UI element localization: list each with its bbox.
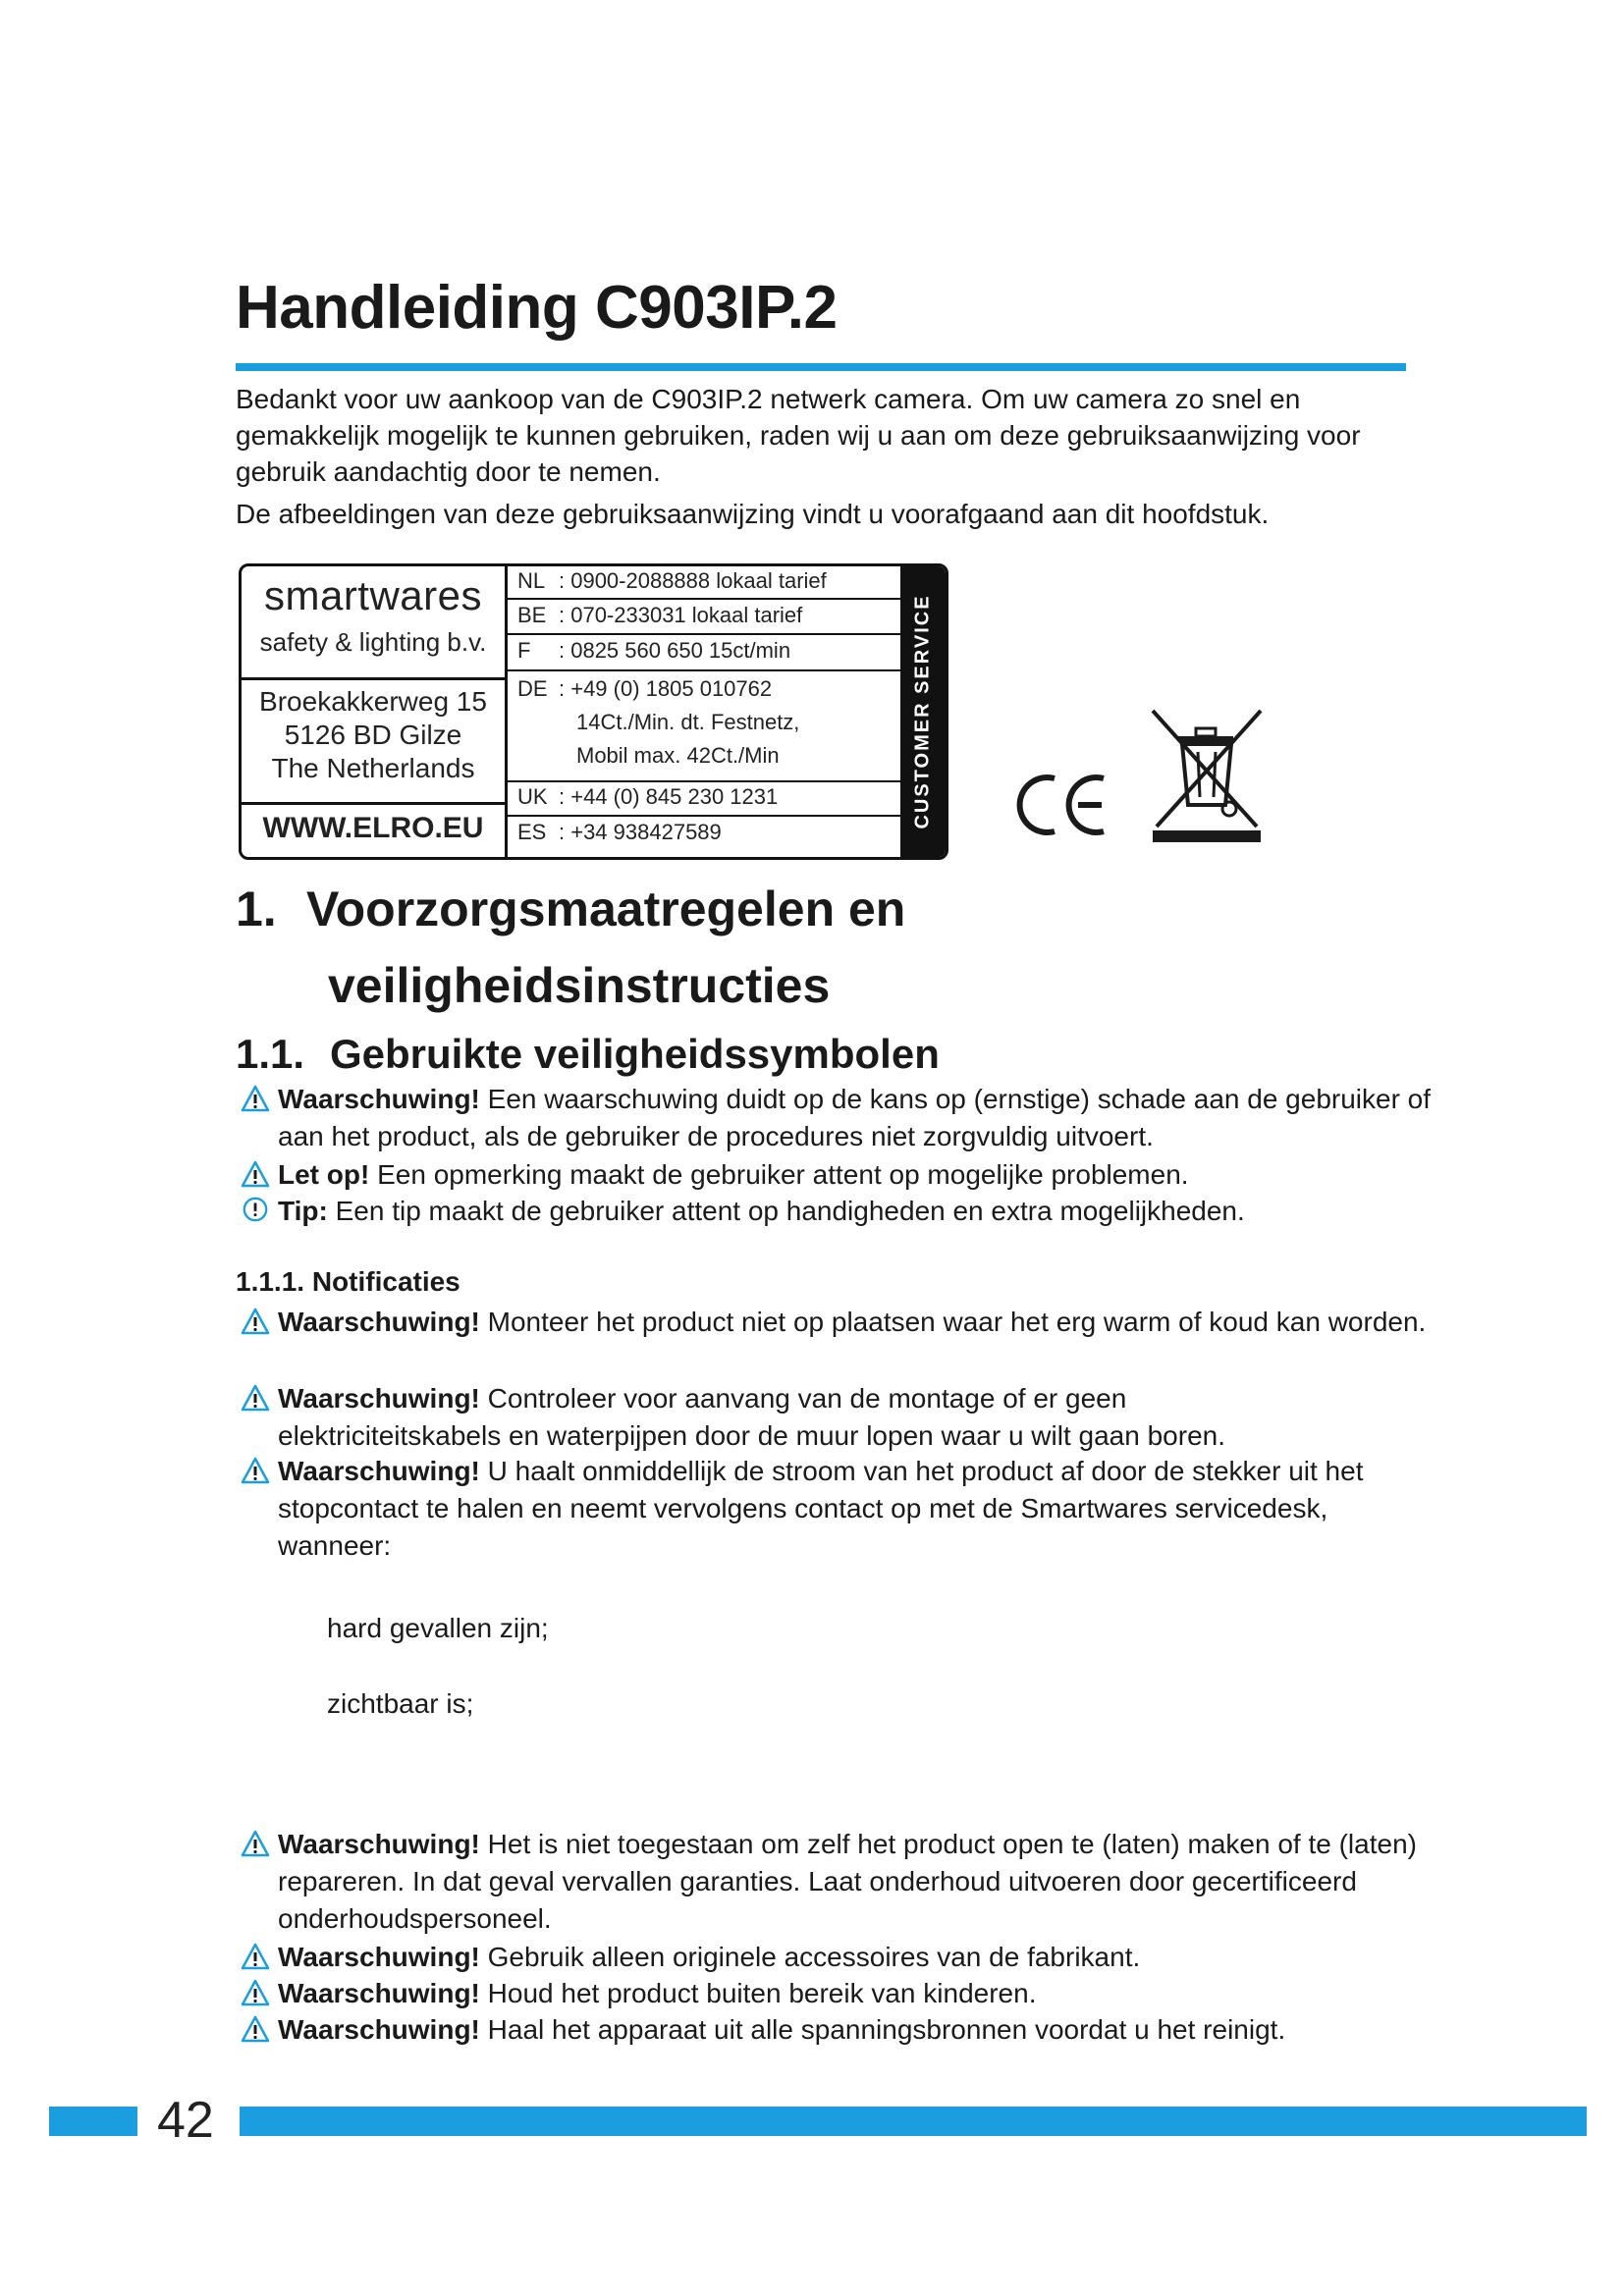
subsection-title: Gebruikte veiligheidssymbolen [330, 1031, 940, 1077]
warning-label: Waarschuwing! [278, 1829, 480, 1859]
intro-paragraph: Bedankt voor uw aankoop van de C903IP.2 netwerk camera. Om uw camera zo snel en gemakkelijk mogelijk te kunnen gebruiken, raden wij u aan om deze gebruiksaanwijzing voor gebruik aandachtig door te nemen. [236, 384, 1361, 487]
subsection-number: 1.1. [236, 1031, 305, 1077]
weee-crossed-bin-icon [1149, 707, 1265, 844]
section-title: Voorzorgsmaatregelen en [306, 881, 906, 936]
divider [508, 669, 900, 671]
divider [508, 815, 900, 817]
intro-paragraph-images: De afbeeldingen van deze gebruiksaanwijzing vindt u voorafgaand aan dit hoofdstuk. [236, 499, 1270, 529]
footer-bar-right [240, 2107, 1587, 2136]
warning-label: Waarschuwing! [278, 1084, 480, 1114]
note-item [239, 1156, 1456, 1194]
subsubsection-heading: 1.1.1. Notificaties [236, 1266, 460, 1297]
warning-text: Haal het apparaat uit alle spanningsbronnen voordat u het reinigt. [487, 2014, 1286, 2045]
phone-number: : 070-233031 lokaal tarief [559, 603, 803, 627]
divider [242, 802, 505, 805]
warning-item [239, 1975, 1456, 2012]
warning-item [239, 1081, 1456, 1155]
warning-text: Houd het product buiten bereik van kinderen. [487, 1978, 1037, 2008]
address-line: The Netherlands [271, 753, 475, 783]
phone-number: : +49 (0) 1805 010762 [559, 676, 773, 701]
phone-note: Mobil max. 42Ct./Min [576, 743, 780, 768]
divider [242, 677, 505, 680]
country-code: BE [517, 603, 547, 627]
phone-number: : 0825 560 650 15ct/min [559, 638, 791, 663]
country-code: F [517, 638, 531, 663]
warning-text: U haalt onmiddellijk de stroom van het product af door de stekker uit het stopcontact te halen en neemt vervolgens contact op met de Smartwares servicedesk, wanneer: [278, 1456, 1364, 1561]
list-item: zichtbaar is; [327, 1688, 474, 1719]
warning-text: Het is niet toegestaan om zelf het product open te (laten) maken of te (laten) repareren. In dat geval vervallen garanties. Laat onderhoud uitvoeren door gecertificeerd onderhoudspersoneel. [278, 1829, 1417, 1934]
ce-mark-icon [1011, 771, 1110, 839]
note-text: Een opmerking maakt de gebruiker attent op mogelijke problemen. [377, 1159, 1189, 1190]
phone-number: : 0900-2088888 lokaal tarief [559, 568, 827, 593]
website-url: WWW.ELRO.EU [262, 812, 484, 844]
warning-label: Waarschuwing! [278, 1942, 480, 1972]
warning-item [239, 1453, 1397, 1565]
warning-text: Een waarschuwing duidt op de kans op (ernstige) schade aan de gebruiker of aan het product, als de gebruiker de procedures niet zorgvuldig uitvoert. [278, 1084, 1432, 1151]
phone-list [508, 566, 900, 857]
warning-label: Waarschuwing! [278, 1456, 480, 1486]
warning-label: Waarschuwing! [278, 1307, 480, 1337]
customer-service-label [239, 563, 948, 860]
divider [508, 780, 900, 782]
address-line: 5126 BD Gilze [284, 720, 462, 750]
country-code: DE [517, 676, 548, 701]
warning-label: Waarschuwing! [278, 1978, 480, 2008]
note-label: Let op! [278, 1159, 370, 1190]
footer-bar-left [49, 2107, 137, 2136]
warning-item [239, 1826, 1417, 1938]
section-title-line2: veiligheidsinstructies [328, 958, 831, 1013]
company-column [242, 566, 508, 857]
country-code: UK [517, 784, 548, 809]
phone-number: : +44 (0) 845 230 1231 [559, 784, 779, 809]
warning-label: Waarschuwing! [278, 1383, 480, 1414]
tip-label: Tip: [278, 1196, 328, 1226]
phone-number: : +34 938427589 [559, 820, 722, 844]
divider [508, 598, 900, 600]
page-title: Handleiding C903IP.2 [236, 274, 838, 342]
warning-item [239, 1939, 1456, 1976]
brand-subtitle: safety & lighting b.v. [259, 627, 487, 657]
warning-text: Controleer voor aanvang van de montage of er geen elektriciteitskabels en waterpijpen door de muur lopen waar u wilt gaan boren. [278, 1383, 1225, 1451]
brand-name: smartwares [263, 572, 483, 618]
warning-item [239, 1380, 1260, 1455]
phone-note: 14Ct./Min. dt. Festnetz, [576, 710, 800, 734]
title-underline [236, 363, 1406, 371]
section-number: 1. [236, 881, 277, 936]
tip-item [239, 1193, 1456, 1230]
warning-text: Gebruik alleen originele accessoires van de fabrikant. [487, 1942, 1141, 1972]
country-code: ES [517, 820, 547, 844]
address-line: Broekakkerweg 15 [259, 686, 487, 717]
divider [508, 633, 900, 635]
country-code: NL [517, 568, 546, 593]
customer-service-text: CUSTOMER SERVICE [911, 594, 934, 829]
warning-item [239, 1304, 1456, 1341]
warning-item [239, 2011, 1456, 2049]
warning-text: Monteer het product niet op plaatsen waar het erg warm of koud kan worden. [487, 1307, 1427, 1337]
warning-label: Waarschuwing! [278, 2014, 480, 2045]
page-number: 42 [157, 2092, 214, 2149]
tip-text: Een tip maakt de gebruiker attent op handigheden en extra mogelijkheden. [335, 1196, 1245, 1226]
list-item: hard gevallen zijn; [327, 1613, 549, 1643]
